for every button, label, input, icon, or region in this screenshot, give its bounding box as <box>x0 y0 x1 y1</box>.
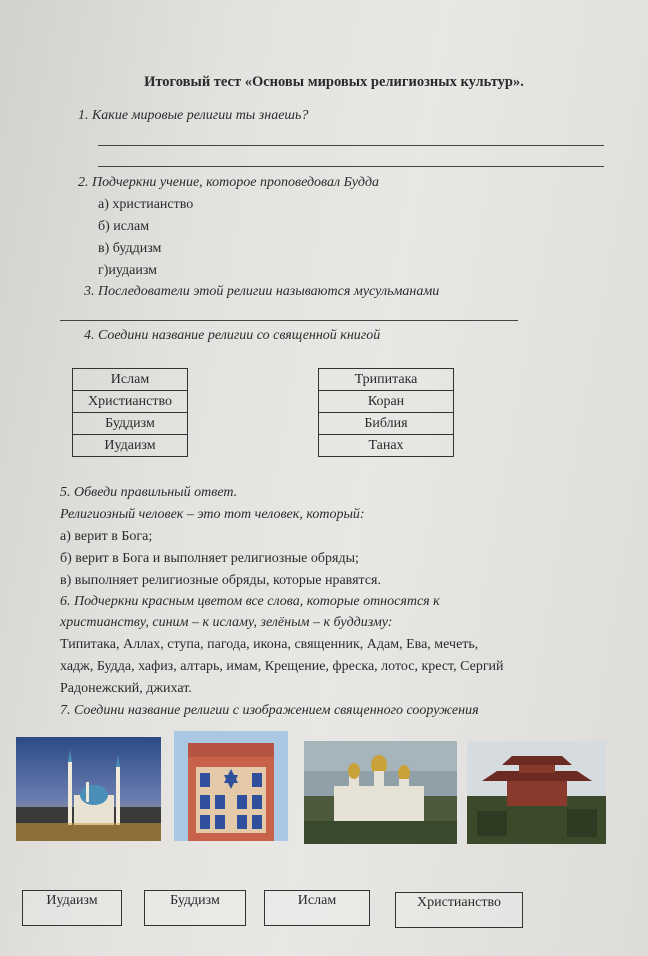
question-3: 3. Последователи этой религии называются мусульманами <box>84 284 440 299</box>
religion-cell[interactable]: Ислам <box>73 369 188 391</box>
religion-cell[interactable]: Иудаизм <box>73 435 188 457</box>
q2-option-c[interactable]: в) буддизм <box>98 241 162 256</box>
q6-words-line1[interactable]: Типитака, Аллах, ступа, пагода, икона, священник, Адам, Ева, мечеть, <box>60 637 479 652</box>
question-5: 5. Обведи правильный ответ. <box>60 485 238 500</box>
q6-words-line2[interactable]: хадж, Будда, хафиз, алтарь, имам, Крещение, фреска, лотос, крест, Сергий <box>60 659 504 674</box>
q5-option-b[interactable]: б) верит в Бога и выполняет религиозные обряды; <box>60 551 359 566</box>
book-cell[interactable]: Библия <box>319 413 454 435</box>
book-cell[interactable]: Танах <box>319 435 454 457</box>
question-2: 2. Подчеркни учение, которое проповедовал Будда <box>78 175 380 190</box>
religion-cell[interactable]: Христианство <box>73 391 188 413</box>
question-1: 1. Какие мировые религии ты знаешь? <box>78 108 309 123</box>
answer-line-1 <box>98 145 604 146</box>
question-5-subtext: Религиозный человек – это тот человек, который: <box>60 507 365 522</box>
q2-option-a[interactable]: а) христианство <box>98 197 194 212</box>
mosque-image[interactable] <box>16 737 161 841</box>
pagoda-image[interactable] <box>467 741 606 844</box>
answer-box-judaism[interactable]: Иудаизм <box>22 890 122 926</box>
answer-box-christianity[interactable]: Христианство <box>395 892 523 928</box>
answer-box-buddhism[interactable]: Буддизм <box>144 890 246 926</box>
synagogue-image[interactable] <box>174 731 288 841</box>
question-7: 7. Соедини название религии с изображением священного сооружения <box>60 703 479 718</box>
religions-table <box>72 368 188 457</box>
question-6-line2: христианству, синим – к исламу, зелёным – к буддизму: <box>60 615 393 630</box>
question-6-line1: 6. Подчеркни красным цветом все слова, которые относятся к <box>60 594 440 609</box>
q2-option-d[interactable]: г)иудаизм <box>98 263 158 278</box>
q5-option-c[interactable]: в) выполняет религиозные обряды, которые нравятся. <box>60 573 381 588</box>
answer-box-islam[interactable]: Ислам <box>264 890 370 926</box>
answer-line-3 <box>60 320 518 321</box>
church-image[interactable] <box>304 741 457 844</box>
page-title: Итоговый тест «Основы мировых религиозных культур». <box>144 74 524 90</box>
answer-line-2 <box>98 166 604 167</box>
q6-words-line3[interactable]: Радонежский, джихат. <box>60 681 192 696</box>
book-cell[interactable]: Коран <box>319 391 454 413</box>
question-4: 4. Соедини название религии со священной книгой <box>84 328 381 343</box>
religion-cell[interactable]: Буддизм <box>73 413 188 435</box>
books-table <box>318 368 454 457</box>
q5-option-a[interactable]: а) верит в Бога; <box>60 529 153 544</box>
book-cell[interactable]: Трипитака <box>319 369 454 391</box>
q2-option-b[interactable]: б) ислам <box>98 219 150 234</box>
